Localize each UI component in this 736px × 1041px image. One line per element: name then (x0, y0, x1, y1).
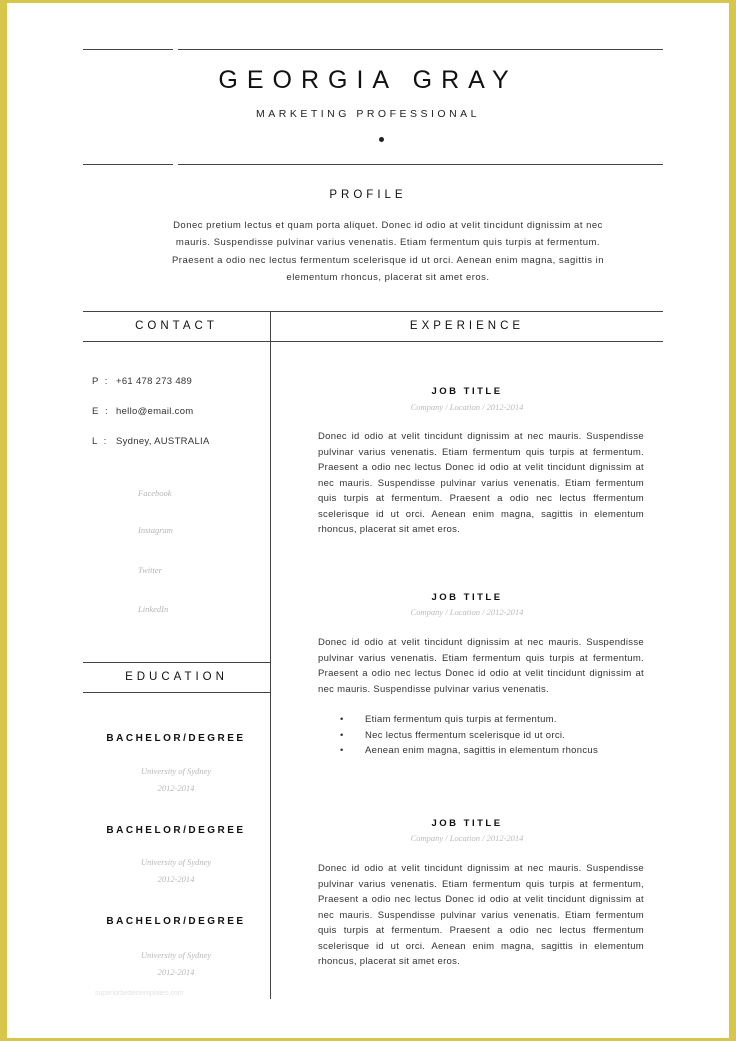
education-bottom-rule (83, 692, 270, 693)
job-title: JOB TITLE (431, 592, 503, 603)
list-item: • Aenean enim magna, sagittis in elementum rhoncus (340, 743, 598, 759)
header-top-rule-right (178, 49, 663, 50)
education-top-rule (83, 662, 270, 663)
contact-location (92, 436, 210, 447)
header-dot (379, 137, 384, 142)
contact-heading: CONTACT (135, 320, 218, 332)
header-bottom-rule-right (178, 164, 663, 165)
degree-years: 2012-2014 (157, 874, 195, 884)
job-title: JOB TITLE (431, 386, 503, 397)
contact-key: P : (92, 376, 110, 387)
contact-value: hello@email.com (116, 406, 194, 417)
social-facebook-link[interactable]: Facebook (138, 488, 172, 498)
job-description: Donec id odio at velit tincidunt dignissim at nec mauris. Suspendisse pulvinar varius venenatis. Etiam fermentum quis turpis at fermentum. Praesent a odio nec lectus Donec id odio at velit tincidunt dignissim at nec mauris. Suspendisse pulvinar varius venenatis. (318, 637, 644, 695)
job-bullet-list (340, 712, 598, 759)
degree-title: BACHELOR/DEGREE (106, 916, 246, 927)
degree-years: 2012-2014 (157, 783, 195, 793)
sections-header-rule (83, 341, 663, 342)
social-instagram-link[interactable]: Instagram (138, 525, 173, 535)
header-bottom-rule-left (83, 164, 173, 165)
social-linkedin-link[interactable]: LinkedIn (138, 604, 169, 614)
degree-title: BACHELOR/DEGREE (106, 825, 246, 836)
degree-school: University of Sydney (140, 857, 212, 867)
job-description: Donec id odio at velit tincidunt dignissim at nec mauris. Suspendisse pulvinar varius venenatis. Etiam fermentum quis turpis at fermentum, Praesent a odio nec lectus Donec id odio at velit tincidunt dignissim at nec mauris. Suspendisse pulvinar varius venenatis. Etiam fermentum quis turpis at fermentum. Praesent a odio nec lectus ffermentum scelerisque id ut orci. Aenean enim magna, sagittis in elementum rhoncus, placerat sit amet eros. (318, 863, 644, 967)
profile-text: Donec pretium lectus et quam porta aliquet. Donec id odio at velit tincidunt dignissim at nec mauris. Suspendisse pulvinar varius venenatis. Etiam fermentum quis turpis at fermentum. Praesent a odio nec lectus fermentum scelerisque id ut orci. Aenean enim magna, sagittis in elementum rhoncus, placerat sit amet eros. (171, 220, 605, 283)
job-subtitle: Company / Location / 2012-2014 (410, 607, 524, 617)
degree-years: 2012-2014 (157, 967, 195, 977)
header-top-rule-left (83, 49, 173, 50)
list-item: • Nec lectus ffermentum scelerisque id ut orci. (340, 728, 598, 744)
profile-heading: PROFILE (329, 189, 407, 201)
degree-school: University of Sydney (140, 766, 212, 776)
education-heading: EDUCATION (125, 671, 228, 683)
social-twitter-link[interactable]: Twitter (138, 565, 162, 575)
job-subtitle: Company / Location / 2012-2014 (410, 833, 524, 843)
contact-key: E : (92, 406, 110, 417)
degree-title: BACHELOR/DEGREE (106, 733, 246, 744)
contact-value: Sydney, AUSTRALIA (116, 436, 210, 447)
experience-heading: EXPERIENCE (409, 320, 525, 332)
contact-value: +61 478 273 489 (116, 376, 193, 387)
job-subtitle: Company / Location / 2012-2014 (410, 402, 524, 412)
column-divider (270, 311, 271, 999)
degree-school: University of Sydney (140, 950, 212, 960)
list-item: • Etiam fermentum quis turpis at fermentum. (340, 712, 598, 728)
sections-top-rule (83, 311, 663, 312)
contact-key: L : (92, 436, 109, 447)
job-title: JOB TITLE (431, 818, 503, 829)
candidate-name: GEORGIA GRAY (218, 66, 518, 94)
watermark-text: superiorbettertemplates.com (95, 990, 184, 997)
contact-email (92, 406, 194, 417)
candidate-role: MARKETING PROFESSIONAL (255, 108, 481, 120)
job-description: Donec id odio at velit tincidunt dignissim at nec mauris. Suspendisse pulvinar varius venenatis. Etiam fermentum quis turpis at fermentum. Praesent a odio nec lectus Donec id odio at velit tincidunt dignissim at nec mauris. Suspendisse pulvinar varius venenatis. Etiam fermentum quis turpis at fermentum. Praesent a odio nec lectus ffermentum scelerisque id ut orci. Aenean enim magna, sagittis in elementum rhoncus, placerat sit amet eros. (318, 431, 644, 535)
contact-phone (92, 376, 192, 387)
